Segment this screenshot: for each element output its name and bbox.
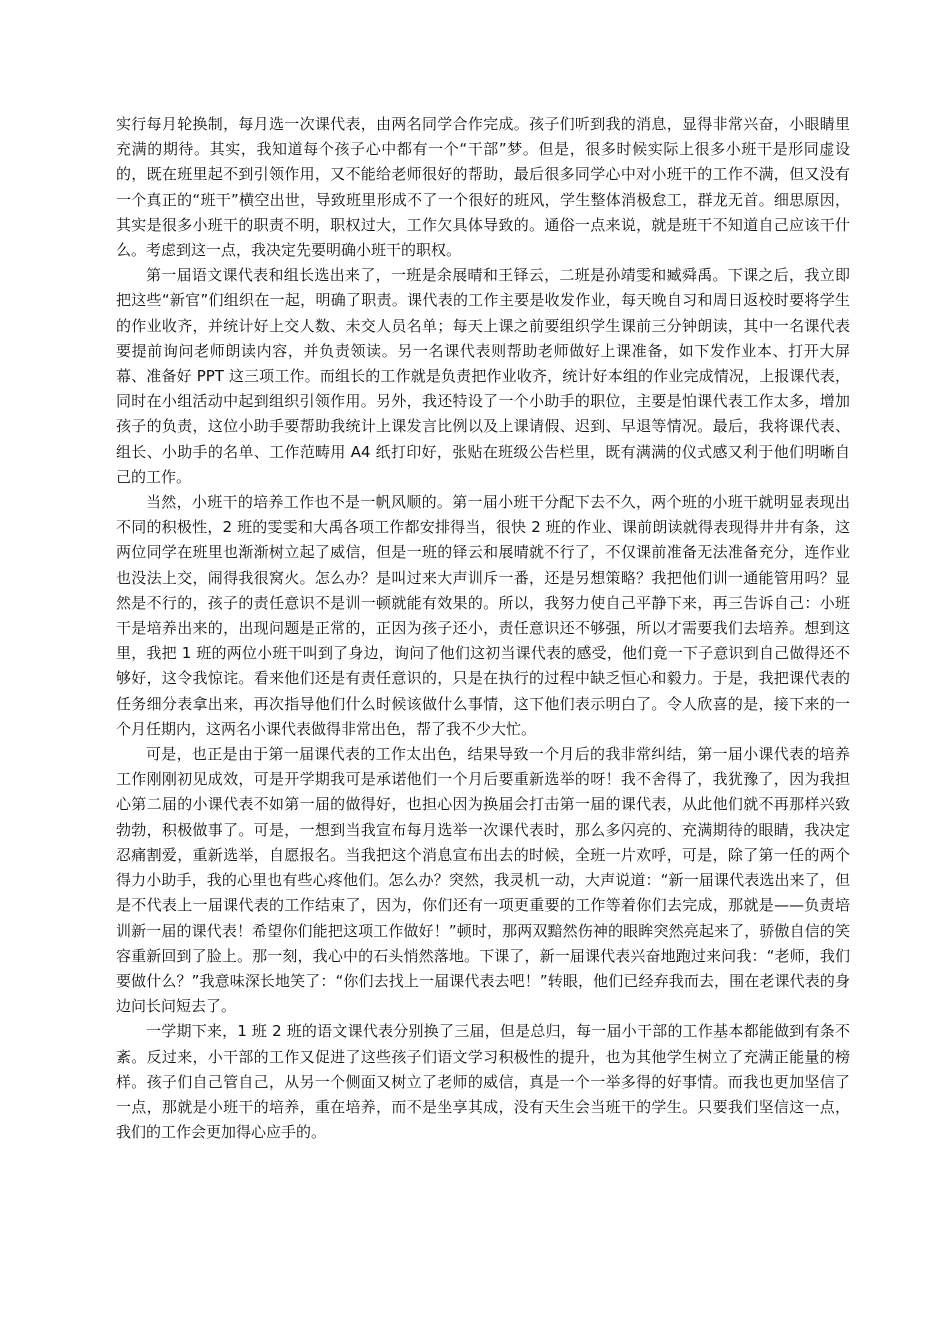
paragraph-5: 一学期下来，1 班 2 班的语文课代表分别换了三届，但是总归，每一届小干部的工作基本都能做到有条不紊。反过来，小干部的工作又促进了这些孩子们语文学习积极性的提升，也为其他学生树立了充满正能量的榜样。孩子们自己管自己，从另一个侧面又树立了老师的威信，真是一个一举多得的好事情。而我也更加坚信了一点，那就是小班干的培养，重在培养，而不是坐享其成，没有天生会当班干的学生。只要我们坚信这一点，我们的工作会更加得心应手的。 [116,1022,850,1142]
paragraph-4: 可是，也正是由于第一届课代表的工作太出色，结果导致一个月后的我非常纠结，第一届小课代表的培养工作刚刚初见成效，可是开学期我可是承诺他们一个月后要重新选举的呀！我不舍得了，我犹豫了，因为我担心第二届的小课代表不如第一届的做得好，也担心因为换届会打击第一届的课代表，从此他们就不再那样兴致勃勃，积极做事了。可是，一想到当我宣布每月选举一次课代表时，那么多闪亮的、充满期待的眼睛，我决定忍痛割爱，重新选举，自愿报名。当我把这个消息宣布出去的时候，全班一片欢呼，可是，除了第一任的两个得力小助手，我的心里也有些心疼他们。怎么办？突然，我灵机一动，大声说道：“新一届课代表选出来了，但是不代表上一届课代表的工作结束了，因为，你们还有一项更重要的工作等着你们去完成，那就是——负责培训新一届的课代表！希望你们能把这项工作做好！”顿时，那两双黯然伤神的眼眸突然亮起来了，骄傲自信的笑容重新回到了脸上。那一刻，我心中的石头悄然落地。下课了，新一届课代表兴奋地跑过来问我：“老师，我们要做什么？”我意味深长地笑了：“你们去找上一届课代表去吧！”转眼，他们已经弃我而去，围在老课代表的身边问长问短去了。 [116,745,850,1016]
article-body [116,112,850,1145]
paragraph-3: 当然，小班干的培养工作也不是一帆风顺的。第一届小班干分配下去不久，两个班的小班干就明显表现出不同的积极性，2 班的雯雯和大禹各项工作都安排得当，很快 2 班的作业、课前朗读就得表现得井井有条，这两位同学在班里也渐渐树立起了威信，但是一班的铎云和展晴就不行了，不仅课前准备无法准备充分，连作业也没法上交，闹得我很窝火。怎么办？是叫过来大声训斥一番，还是另想策略？我把他们训一通能管用吗？显然是不行的，孩子的责任意识不是训一顿就能有效果的。所以，我努力使自己平静下来，再三告诉自己：小班干是培养出来的，出现问题是正常的，正因为孩子还小，责任意识还不够强，所以才需要我们去培养。想到这里，我把 1 班的两位小班干叫到了身边，询问了他们这初当课代表的感受，他们竟一下子意识到自己做得还不够好，这令我惊诧。看来他们还是有责任意识的，只是在执行的过程中缺乏恒心和毅力。于是，我把课代表的任务细分表拿出来，再次指导他们什么时候该做什么事情，这下他们表示明白了。令人欣喜的是，接下来的一个月任期内，这两名小课代表做得非常出色，帮了我不少大忙。 [116,493,850,738]
paragraph-2: 第一届语文课代表和组长选出来了，一班是余展晴和王铎云，二班是孙靖雯和臧舜禹。下课之后，我立即把这些“新官”们组织在一起，明确了职责。课代表的工作主要是收发作业，每天晚自习和周日返校时要将学生的作业收齐，并统计好上交人数、未交人员名单；每天上课之前要组织学生课前三分钟朗读，其中一名课代表要提前询问老师朗读内容，并负责领读。另一名课代表则帮助老师做好上课准备，如下发作业本、打开大屏幕、准备好 PPT 这三项工作。而组长的工作就是负责把作业收齐，统计好本组的作业完成情况，上报课代表，同时在小组活动中起到组织引领作用。另外，我还特设了一个小助手的职位，主要是怕课代表工作太多，增加孩子的负责，这位小助手要帮助我统计上课发言比例以及上课请假、迟到、早退等情况。最后，我将课代表、组长、小助手的名单、工作范畴用 A4 纸打印好，张贴在班级公告栏里，既有满满的仪式感又利于他们明晰自己的工作。 [116,266,850,486]
paragraph-1: 实行每月轮换制，每月选一次课代表，由两名同学合作完成。孩子们听到我的消息，显得非常兴奋，小眼睛里充满的期待。其实，我知道每个孩子心中都有一个“干部”梦。但是，很多时候实际上很多小班干是形同虚设的，既在班里起不到引领作用，又不能给老师很好的帮助，最后很多同学心中对小班干的工作不满，但又没有一个真正的“班干”横空出世，导致班里形成不了一个很好的班风，学生整体消极怠工，群龙无首。细思原因，其实是很多小班干的职责不明，职权过大，工作欠具体导致的。通俗一点来说，就是班干不知道自己应该干什么。考虑到这一点，我决定先要明确小班干的职权。 [116,115,850,260]
